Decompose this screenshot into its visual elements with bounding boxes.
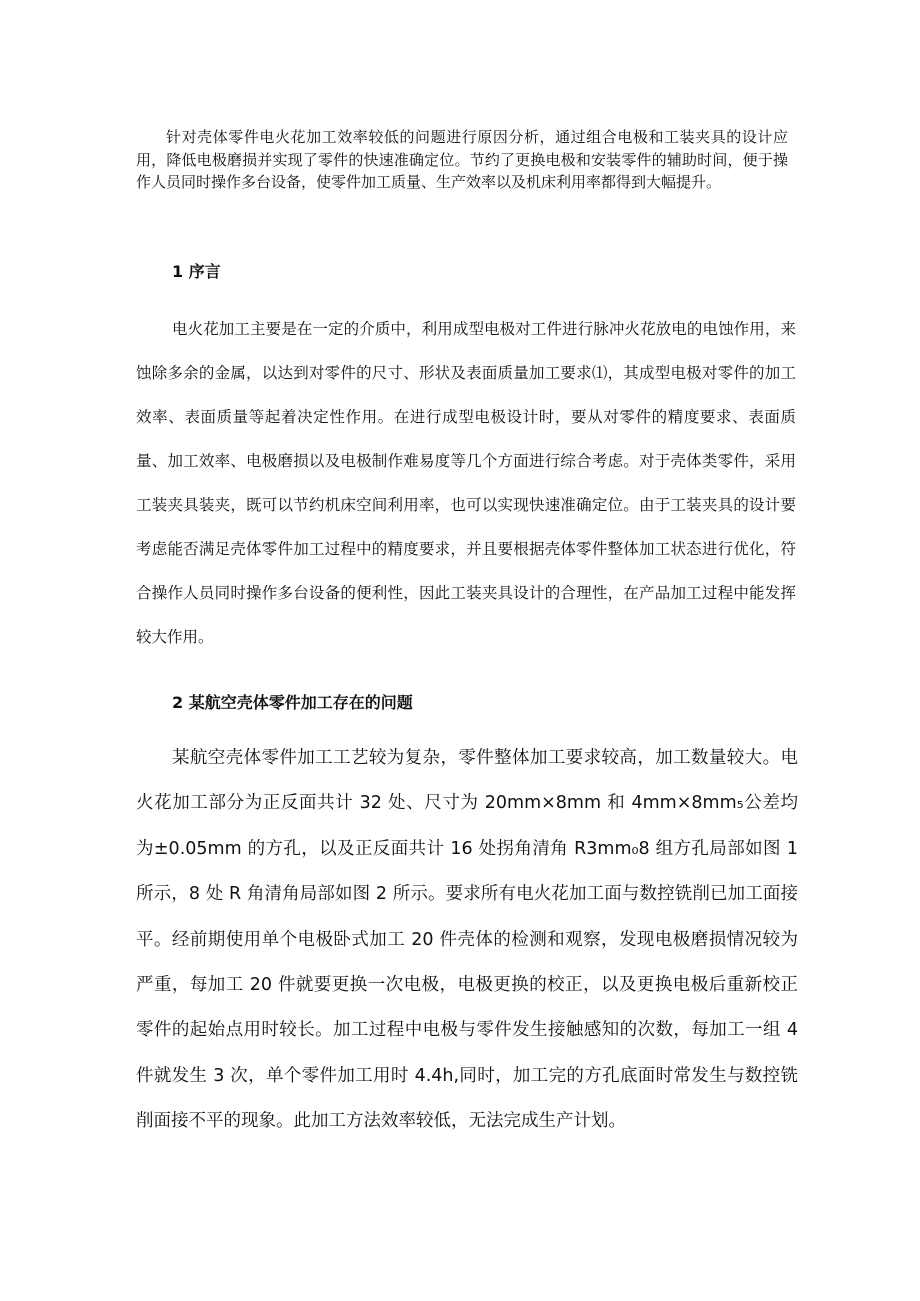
section-2-body: 某航空壳体零件加工工艺较为复杂，零件整体加工要求较高，加工数量较大。电火花加工部分为正反面共计 32 处、尺寸为 20mm×8mm 和 4mm×8mm₅公差均为±0.05mm 的方孔，以及正反面共计 16 处拐角清角 R3mm₀8 组方孔局部如图 1 所示，8 处 R 角清角局部如图 2 所示。要求所有电火花加工面与数控铣削已加工面接平。经前期使用单个电极卧式加工 20 件壳体的检测和观察，发现电极磨损情况较为严重，每加工 20 件就要更换一次电极，电极更换的校正，以及更换电极后重新校正零件的起始点用时较长。加工过程中电极与零件发生接触感知的次数，每加工一组 4 件就发生 3 次，单个零件加工用时 4.4h,同时，加工完的方孔底面时常发生与数控铣削面接不平的现象。此加工方法效率较低，无法完成生产计划。 — [136, 748, 798, 1132]
section-1-heading: 1 序言 — [172, 262, 221, 281]
section-2-heading: 2 某航空壳体零件加工存在的问题 — [172, 693, 413, 712]
section-1-body: 电火花加工主要是在一定的介质中，利用成型电极对工件进行脉冲火花放电的电蚀作用，来蚀除多余的金属，以达到对零件的尺寸、形状及表面质量加工要求⑴，其成型电极对零件的加工效率、表面质量等起着决定性作用。在进行成型电极设计时，要从对零件的精度要求、表面质量、加工效率、电极磨损以及电极制作难易度等几个方面进行综合考虑。对于壳体类零件，采用工装夹具装夹，既可以节约机床空间利用率，也可以实现快速准确定位。由于工装夹具的设计要考虑能否满足壳体零件加工过程中的精度要求，并且要根据壳体零件整体加工状态进行优化，符合操作人员同时操作多台设备的便利性，因此工装夹具设计的合理性，在产品加工过程中能发挥较大作用。 — [136, 320, 796, 646]
abstract-paragraph: 针对壳体零件电火花加工效率较低的问题进行原因分析，通过组合电极和工装夹具的设计应用，降低电极磨损并实现了零件的快速准确定位。节约了更换电极和安装零件的辅助时间，便于操作人员同时操作多台设备，使零件加工质量、生产效率以及机床利用率都得到大幅提升。 — [136, 128, 788, 191]
